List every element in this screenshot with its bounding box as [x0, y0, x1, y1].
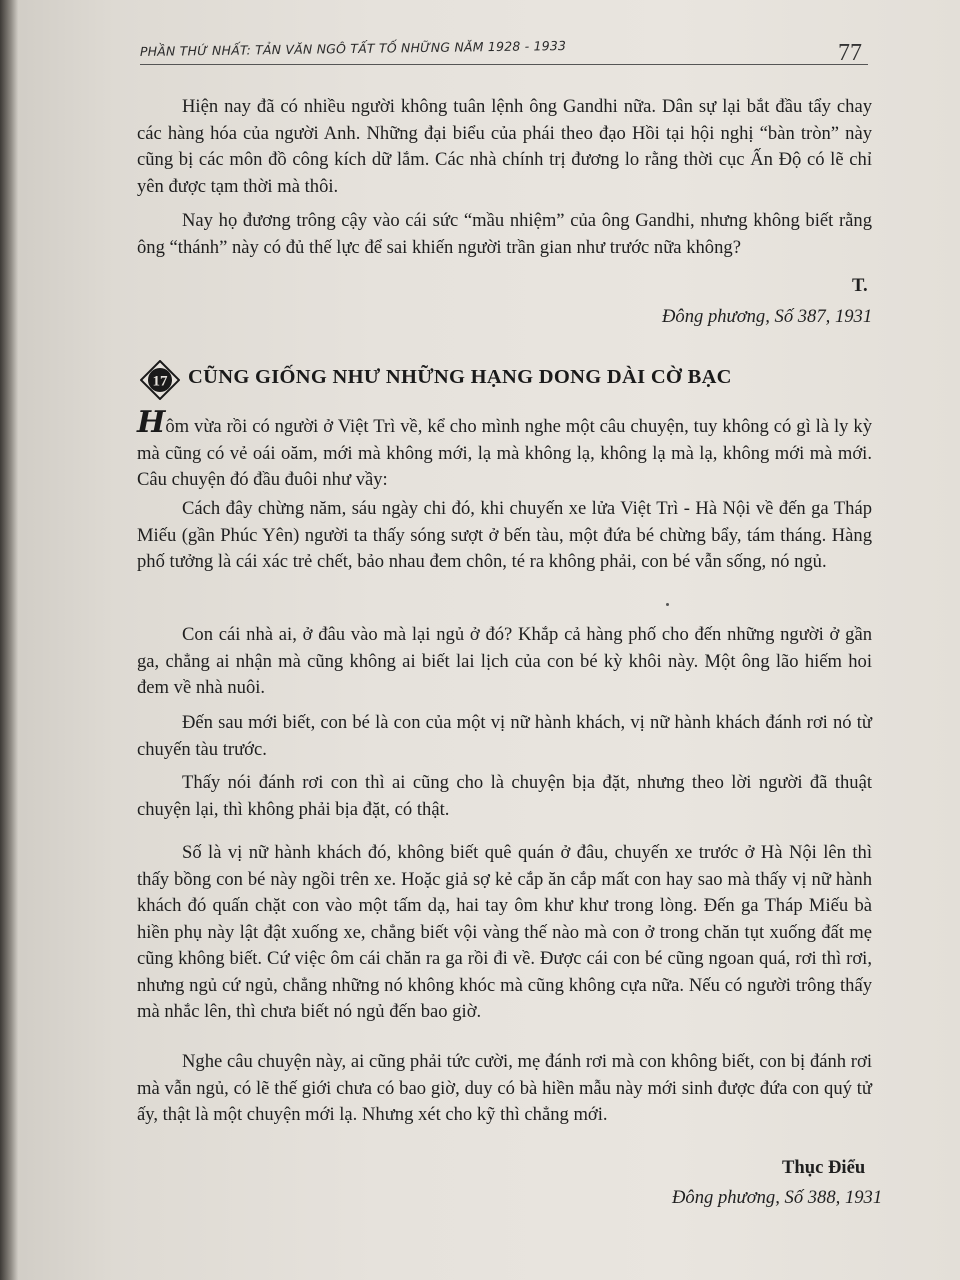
article-paragraph-4: Thấy nói đánh rơi con thì ai cũng cho là chuyện bịa đặt, nhưng theo lời người đã thuật chuyện lại, thì không phải bịa đặt, có thật.: [137, 772, 872, 820]
article-number-badge-icon: [140, 360, 180, 400]
drop-cap-letter: H: [137, 405, 166, 440]
ink-speck: [666, 603, 669, 606]
article-paragraph-1: Cách đây chừng năm, sáu ngày chi đó, khi chuyến xe lửa Việt Trì - Hà Nội về đến ga Tháp Miếu (gần Phúc Yên) người ta thấy sóng sượt ở bến tàu, một đứa bé chừng bẩy, tám tháng. Hàng phố tưởng là cái xác trẻ chết, bảo nhau đem chôn, té ra không phải, con bé vẫn sống, nó ngủ.: [137, 498, 872, 572]
article-paragraph-5: Số là vị nữ hành khách đó, không biết quê quán ở đâu, chuyến xe trước ở Hà Nội lên thì thấy bồng con bé này ngồi trên xe. Hoặc giả sợ kẻ cắp ăn cắp mất con hay sao mà thấy vị nữ hành khách đó quấn chặt con vào một tấm dạ, hai tay ôm khư khư trong lòng. Đến ga Tháp Miếu bà hiền phụ này lật đật xuống xe, chẳng biết vội vàng thế nào mà con ở trong chăn tụt xuống đất mẹ cũng không biết. Cứ việc ôm cái chăn ra ga rồi đi về. Được cái con bé cũng ngoan quá, rơi thì rơi, nhưng ngủ cứ ngủ, chẳng những nó không khóc mà cũng không cựa nữa. Nếu có người trông thấy mà nhắc lên, thì chưa biết nó ngủ đến bao giờ.: [137, 842, 872, 1022]
article-paragraph-2: Con cái nhà ai, ở đâu vào mà lại ngủ ở đó? Khắp cả hàng phố cho đến những người ở gần ga, chẳng ai nhận mà cũng không ai biết lai lịch của con bé kỳ khôi này. Một ông lão hiếm hoi đem về nhà nuôi.: [137, 624, 872, 698]
running-header: PHẦN THỨ NHẤT: TẢN VĂN NGÔ TẤT TỐ NHỮNG NĂM 1928 - 1933: [139, 38, 567, 59]
article-author-signature: Thục Điểu: [782, 1157, 866, 1178]
book-binding-shadow: [0, 0, 18, 1280]
first-paragraph-text: ôm vừa rồi có người ở Việt Trì về, kể cho mình nghe một câu chuyện, tuy không có gì là ly kỳ mà cũng có vẻ oái oăm, mới mà không mới, lạ mà không lạ, không lạ mà lạ, không mới mà mới. Câu chuyện đó đầu đuôi như vầy:: [137, 416, 872, 490]
article-first-paragraph: [137, 405, 872, 494]
article-number: 17: [152, 373, 168, 390]
prev-author-signature: T.: [852, 275, 868, 296]
prev-source-citation: Đông phương, Số 387, 1931: [662, 306, 873, 327]
page-number: 77: [838, 40, 862, 66]
prev-paragraph-2: Nay họ đương trông cậy vào cái sức “mầu nhiệm” của ông Gandhi, nhưng không biết rằng ông “thánh” này có đủ thế lực để sai khiến người trần gian như trước nữa không?: [137, 210, 872, 258]
prev-paragraph-1: Hiện nay đã có nhiều người không tuân lệnh ông Gandhi nữa. Dân sự lại bắt đầu tẩy chay các hàng hóa của người Anh. Những đại biểu của phái theo đạo Hồi tại hội nghị “bàn tròn” này cũng bị các môn đồ công kích dữ lắm. Các nhà chính trị đương lo rằng thời cục Ấn Độ có lẽ chỉ yên được tạm thời mà thôi.: [137, 96, 872, 197]
header-rule: [140, 64, 868, 65]
article-title: CŨNG GIỐNG NHƯ NHỮNG HẠNG DONG DÀI CỜ BẠC: [188, 366, 732, 388]
article-paragraph-3: Đến sau mới biết, con bé là con của một vị nữ hành khách, vị nữ hành khách đánh rơi nó từ chuyến tàu trước.: [137, 712, 872, 760]
article-paragraph-6: Nghe câu chuyện này, ai cũng phải tức cười, mẹ đánh rơi mà con không biết, con bị đánh rơi mà vẫn ngủ, có lẽ thế giới chưa có bao giờ, duy có bà hiền mẫu này mới sinh được đứa con quý tử ấy, thật là một chuyện mới lạ. Nhưng xét cho kỹ thì chẳng mới.: [137, 1051, 872, 1125]
article-source-citation: Đông phương, Số 388, 1931: [672, 1187, 883, 1208]
article-heading: [140, 360, 880, 400]
